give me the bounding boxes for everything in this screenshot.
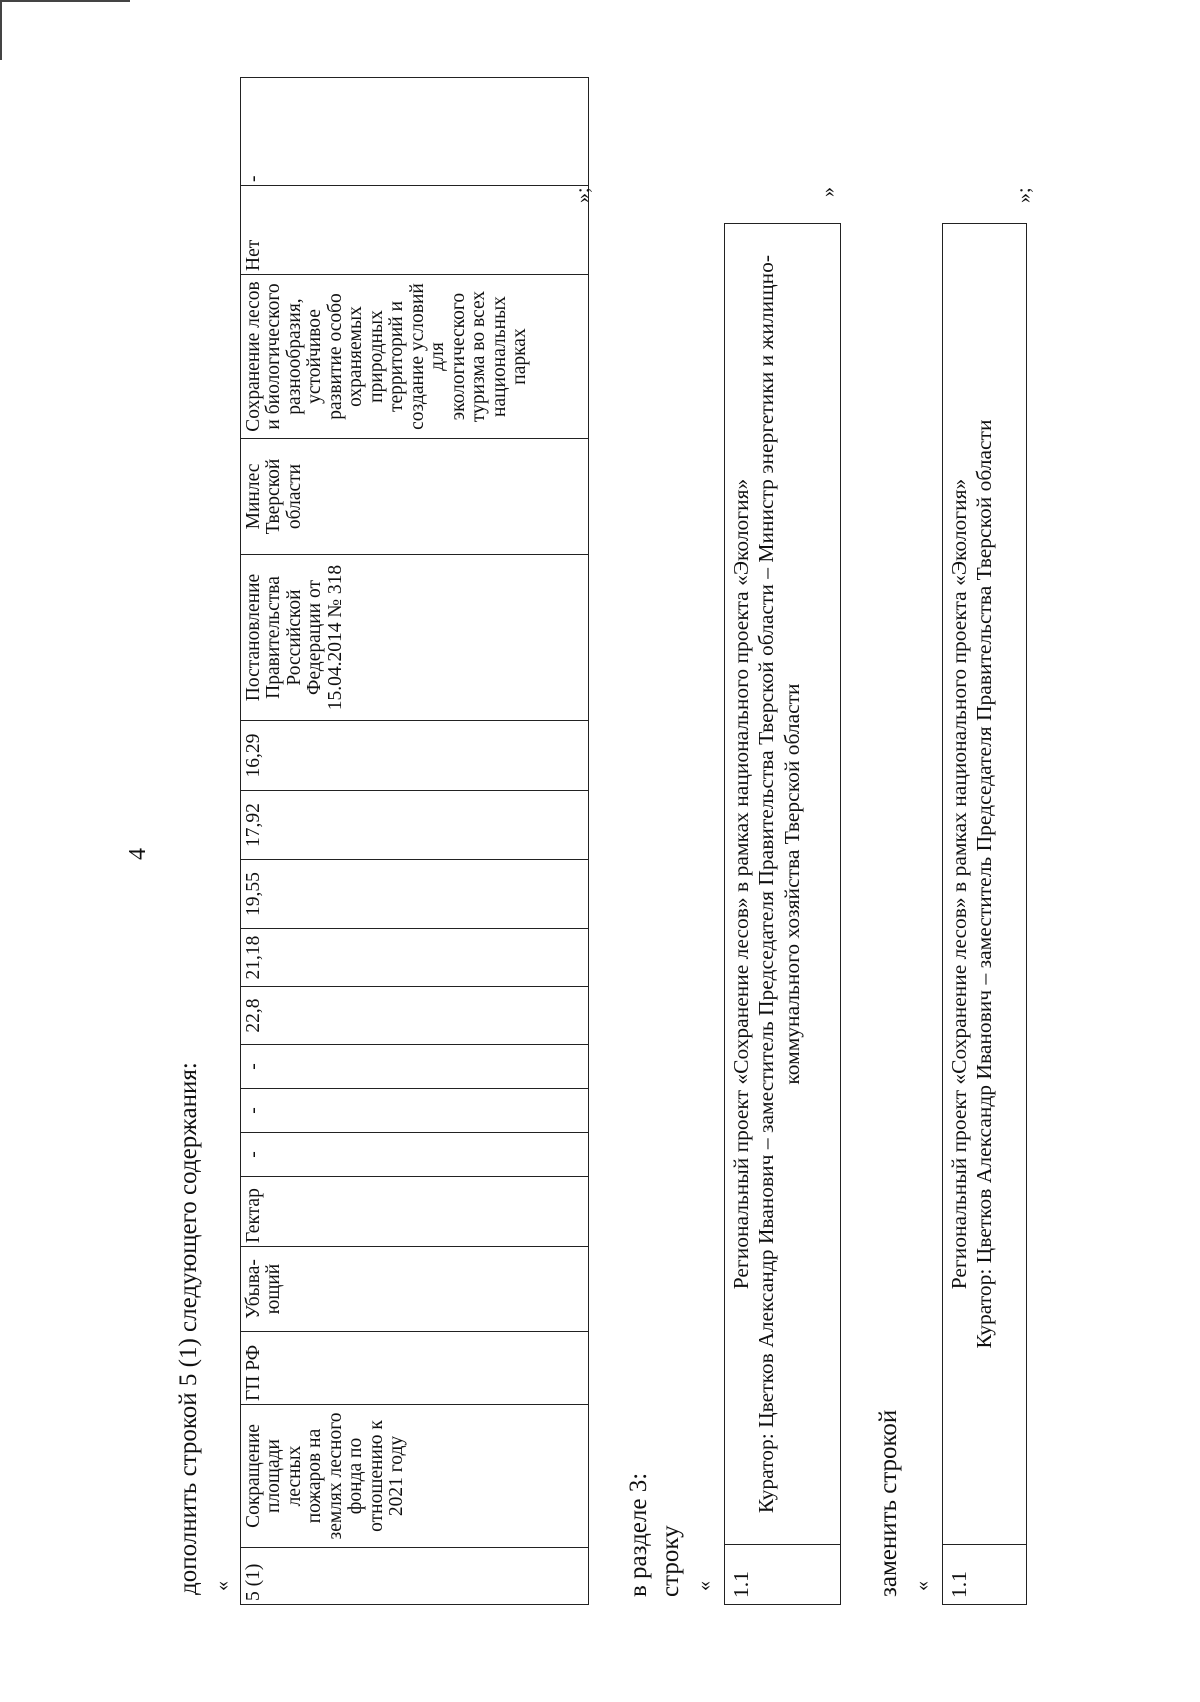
cell-last: -	[241, 78, 589, 186]
cell-source: ГП РФ	[241, 1332, 589, 1405]
cell-value-3: -	[241, 1045, 589, 1089]
cell-responsible: Минлес Тверской области	[241, 439, 589, 555]
cell-indicator-name: Сокращение площади лесных пожаров на землях лесного фонда по отношению к 2021 году	[241, 1405, 589, 1548]
left-edge-line	[0, 0, 2, 60]
cell-value-1: -	[241, 1133, 589, 1177]
open-quote-2: «	[693, 1581, 715, 1591]
old-row-table	[724, 223, 841, 1605]
old-curator: Куратор: Цветков Александр Иванович – заместитель Председателя Правительства Тверской области – Министр энергетики и жилищно-коммунального хозяйства Тверской области	[754, 254, 804, 1514]
cell-value-6: 19,55	[241, 860, 589, 929]
old-project-title: Региональный проект «Сохранение лесов» в рамках национального проекта «Экология»	[729, 478, 753, 1290]
new-row-content	[943, 224, 1027, 1545]
cell-document: Постановление Правительства Российской Федерации от 15.04.2014 № 318	[241, 555, 589, 721]
replace-label: заменить строкой	[875, 1409, 902, 1597]
cell-trend: Убыва-ющий	[241, 1247, 589, 1332]
open-quote: «	[211, 1581, 233, 1591]
old-row-number: 1.1	[725, 1545, 841, 1605]
new-row-table	[942, 223, 1027, 1605]
top-edge-line	[0, 0, 130, 2]
cell-value-8: 16,29	[241, 721, 589, 791]
new-row-number: 1.1	[943, 1545, 1027, 1605]
close-quote-3: »;	[1013, 187, 1035, 203]
section3-label: в разделе 3:	[625, 1472, 652, 1597]
open-quote-3: «	[911, 1581, 933, 1591]
stroku-label: строку	[657, 1525, 684, 1597]
new-project-title: Региональный проект «Сохранение лесов» в рамках национального проекта «Экология»	[947, 478, 971, 1290]
close-quote-1: »;	[572, 187, 594, 203]
cell-unit: Гектар	[241, 1177, 589, 1247]
page-number: 4	[125, 848, 151, 860]
indicator-table	[240, 77, 589, 1605]
cell-number: 5 (1)	[241, 1548, 589, 1605]
cell-value-2: -	[241, 1089, 589, 1133]
cell-flag: Нет	[241, 186, 589, 275]
cell-value-4: 22,8	[241, 987, 589, 1045]
table-row	[241, 78, 589, 1605]
rotated-content	[118, 85, 1198, 1605]
old-row-content	[725, 224, 841, 1545]
intro-text: дополнить строкой 5 (1) следующего содержания:	[175, 1062, 202, 1595]
new-curator: Куратор: Цветков Александр Иванович – заместитель Председателя Правительства Тверской области	[972, 419, 997, 1349]
cell-value-5: 21,18	[241, 929, 589, 987]
cell-value-7: 17,92	[241, 791, 589, 860]
table-row	[725, 224, 841, 1605]
close-quote-2: »	[817, 187, 839, 197]
table-row	[943, 224, 1027, 1605]
cell-goal: Сохранение лесов и биологического разнообразия, устойчивое развитие особо охраняемых природных территорий и создание условий для экологического туризма во всех национальных парках	[241, 275, 589, 439]
